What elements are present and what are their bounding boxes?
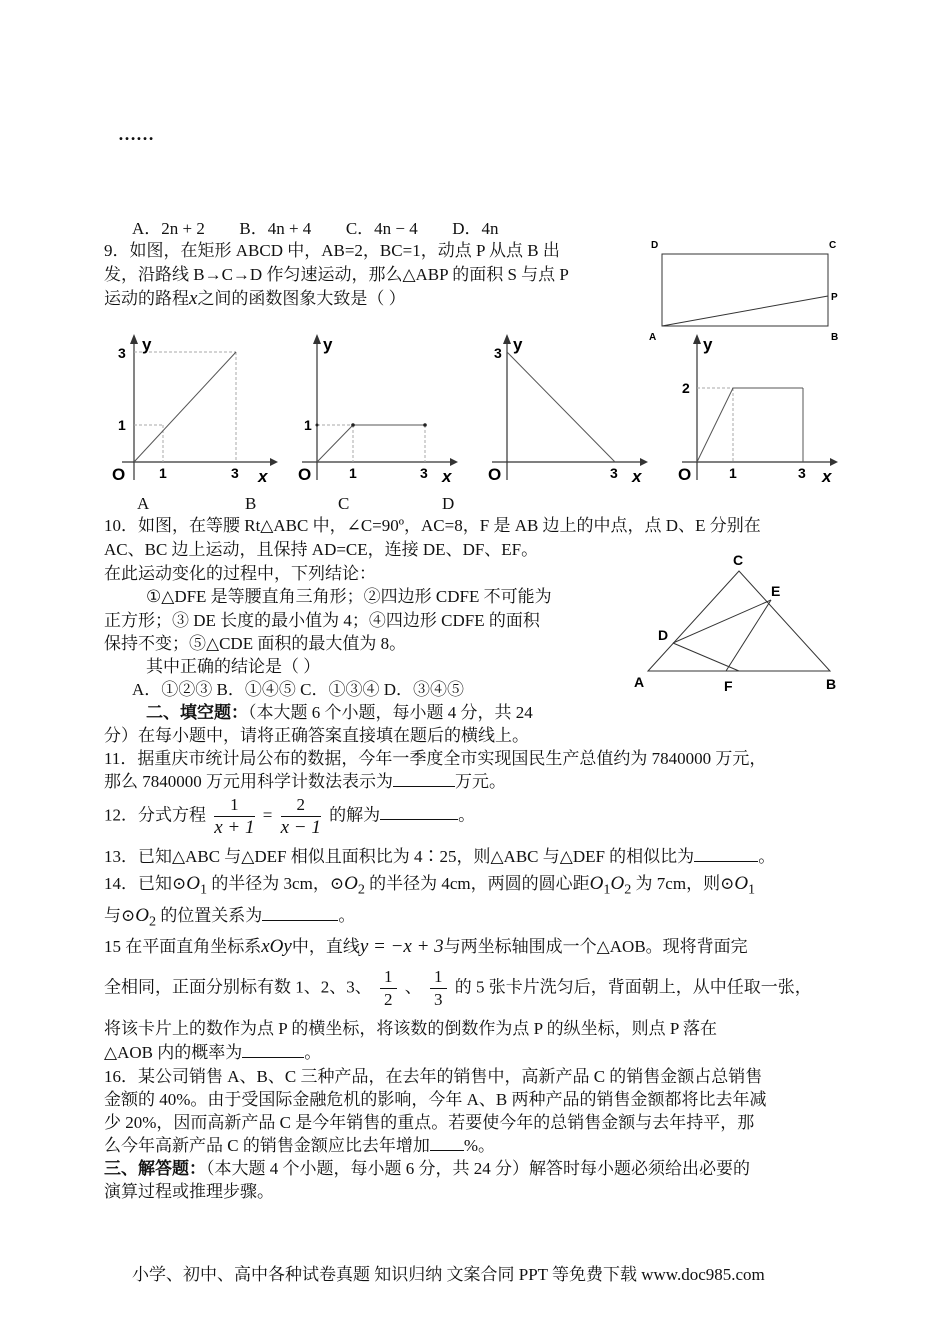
graph-d-origin: O [678,465,692,484]
graph-a [100,330,280,490]
q11-line2: 那么 7840000 万元用科学计数法表示为 万元。 [104,772,506,791]
q10-options: A．①②③ B．①④⑤ C．①③④ D．③④⑤ [132,680,464,699]
q8-options [132,214,499,239]
q14-line2: 与$⊙O_2$ 的位置关系为 。 [104,905,356,930]
rect-label-p: P [831,292,838,303]
tri-label-f: F [724,678,733,694]
q15-line2: 全相同，正面分别标有数 1、2、3、 $\frac{1}{2}$ 、 $\frac{1}{3}$ 的 5 张卡片洗匀后，背面朝上，从中任取一张， [104,967,812,1009]
q16-line4: 么今年高新产品 C 的销售金额应比去年增加 %。 [104,1136,496,1155]
graph-b-y-label: y [323,335,333,354]
q9-line3: 运动的路程x之间的函数图象大致是（ ） [104,288,406,309]
graph-b-origin: O [298,465,312,484]
ellipsis: …… [118,124,154,144]
graph-c [480,330,660,490]
graph-a-xtick: 3 [231,465,239,481]
tri-label-d: D [658,627,669,643]
q10-triangle-figure [628,545,848,695]
graph-letter-a: A [137,494,150,513]
graph-b [290,330,470,490]
rect-label-a: A [649,332,657,343]
q16-line2: 金额的 40%。由于受国际金融危机的影响，今年 A、B 两种产品的销售金额都将比去年减 [104,1090,767,1109]
graph-a-xtick: 1 [159,465,167,481]
graph-d-xtick: 1 [729,465,737,481]
q11-line1: 11．据重庆市统计局公布的数据，今年一季度全市实现国民生产总值约为 7840000 万元， [104,749,767,768]
graph-c-y-label: y [513,335,523,354]
q16-line3: 少 20%，因而高新产品 C 是今年销售的重点。若要使今年的总销售金额与去年持平，那 [104,1113,755,1132]
q12: 12．分式方程 $\frac{1}{x + 1}$ = $\frac{2}{x - 1}$ 的解为 。 [104,795,476,838]
q15-line3: 将该卡片上的数作为点 P 的横坐标，将该数的倒数作为点 P 的纵坐标，则点 P 落在 [104,1019,717,1038]
q8-option-d: D．4n [452,219,499,238]
graph-letter-c: C [338,494,350,513]
graph-b-x-label: x [442,467,452,486]
rect-label-d: D [651,240,659,251]
graph-c-ytick: 3 [494,345,502,361]
graph-d-x-label: x [822,467,832,486]
graph-b-xtick: 1 [349,465,357,481]
tri-label-a: A [634,674,645,690]
q15-line1: 15 在平面直角坐标系xOy中，直线y = −x + 3与两坐标轴围成一个△AOB。现将背面完 [104,936,748,957]
q10-line3: 在此运动变化的过程中，下列结论： [104,564,376,583]
rect-label-c: C [829,240,837,251]
graph-d [670,330,850,490]
rect-label-b: B [831,332,839,343]
q16-line1: 16．某公司销售 A、B、C 三种产品，在去年的销售中，高新产品 C 的销售金额占总销售 [104,1067,763,1086]
section2-line2: 分）在每小题中，请将正确答案直接填在题后的横线上。 [104,726,529,745]
q10-line7: 其中正确的结论是（ ） [146,657,321,676]
tri-label-e: E [771,583,781,599]
tri-label-c: C [733,552,744,568]
q13: 13．已知△ABC 与△DEF 相似且面积比为 4∶25，则△ABC 与△DEF 的相似比为 。 [104,847,776,866]
q10-line2: AC、BC 边上运动，且保持 AD=CE，连接 DE、DF、EF。 [104,540,539,559]
q9-line2: 发，沿路线 B→C→D 作匀速运动，那么△ABP 的面积 S 与点 P [104,265,569,284]
q14-line1: 14．已知$⊙O_1$ 的半径为 3cm，$⊙O_2$ 的半径为 4cm，两圆的圆心距$O_1O_2$ 为 7cm，则$⊙O_1$ [104,873,756,898]
q10-line1: 10．如图，在等腰 Rt△ABC 中，∠C=90º，AC=8，F 是 AB 边上的中点，点 D、E 分别在 [104,516,761,535]
q9-rectangle-figure [645,238,845,344]
q9-line1: 9．如图，在矩形 ABCD 中，AB=2，BC=1，动点 P 从点 B 出 [104,241,560,260]
graph-d-ytick: 2 [682,380,690,396]
graph-a-ytick: 1 [118,417,126,433]
footer-banner: 小学、初中、高中各种试卷真题 知识归纳 文案合同 PPT 等免费下载 www.doc985.com [132,1265,765,1284]
graph-c-xtick: 3 [610,465,618,481]
section2-heading: 二、填空题：（本大题 6 个小题，每小题 4 分，共 24 [146,703,533,722]
q10-line4: ①△DFE 是等腰直角三角形；②四边形 CDFE 不可能为 [146,587,552,606]
q8-option-c: C．4n − 4 [345,219,418,238]
graph-c-x-label: x [632,467,642,486]
q10-line5: 正方形；③ DE 长度的最小值为 4；④四边形 CDFE 的面积 [104,611,540,630]
tri-label-b: B [826,676,837,692]
graph-b-ytick: 1 [304,417,312,433]
q8-option-a: A．2n + 2 [132,219,205,238]
graph-letter-b: B [245,494,257,513]
graph-a-ytick: 3 [118,345,126,361]
graph-d-xtick: 3 [798,465,806,481]
graph-a-y-label: y [142,335,152,354]
q15-line4: △AOB 内的概率为 。 [104,1043,322,1062]
q8-option-b: B．4n + 4 [239,219,312,238]
graph-a-origin: O [112,465,126,484]
q10-line6: 保持不变；⑤△CDE 面积的最大值为 8。 [104,634,407,653]
section3-line2: 演算过程或推理步骤。 [104,1182,274,1201]
graph-letter-d: D [442,494,455,513]
graph-a-x-label: x [258,467,268,486]
graph-d-y-label: y [703,335,713,354]
section3-heading: 三、解答题：（本大题 4 个小题，每小题 6 分，共 24 分）解答时每小题必须给出必要的 [104,1159,750,1178]
graph-c-origin: O [488,465,502,484]
graph-b-xtick: 3 [420,465,428,481]
